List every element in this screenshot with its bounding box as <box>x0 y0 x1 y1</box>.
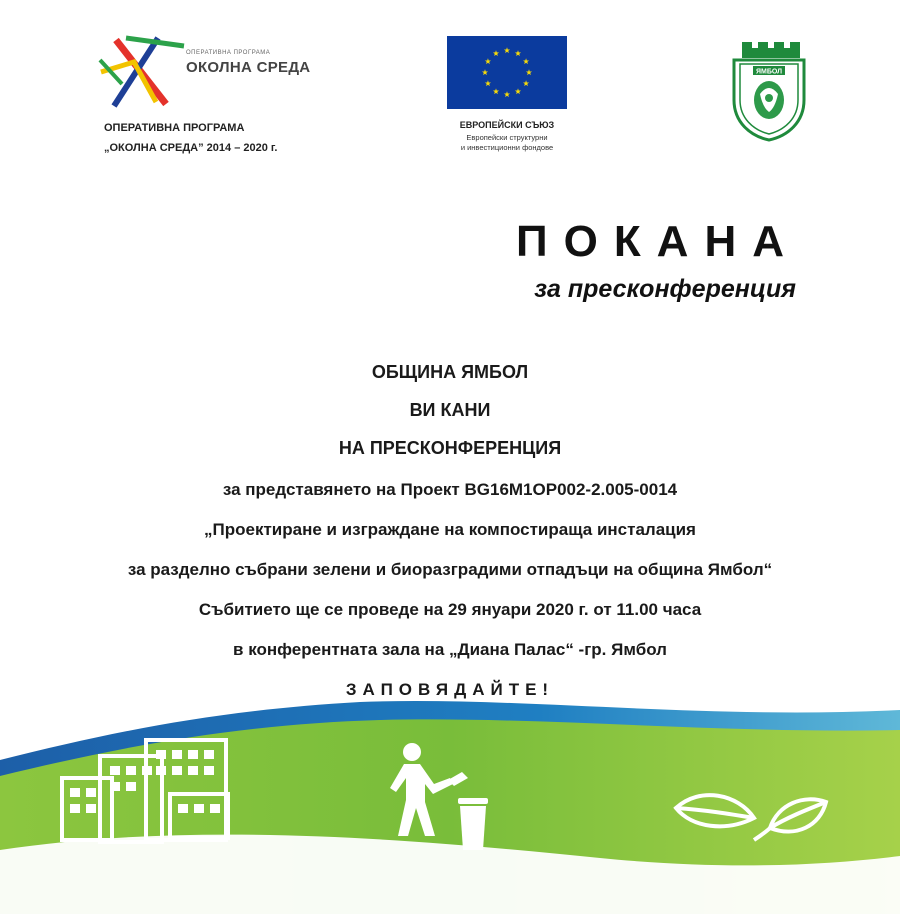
svg-text:ЯМБОЛ: ЯМБОЛ <box>755 68 783 76</box>
date-time-line: Събитието ще се проведе на 29 януари 2020 г. от 11.00 часа <box>198 600 702 619</box>
inviter-line: ОБЩИНА ЯМБОЛ <box>371 362 529 382</box>
project-title-line-2: за разделно събрани зелени и биоразградими отпадъци на община Ямбол“ <box>127 560 773 579</box>
eu-caption-text <box>447 133 567 153</box>
okolna-sreda-logo-small: ОПЕРАТИВНА ПРОГРАМА <box>186 50 271 56</box>
page-subtitle: за пресконференция <box>534 275 796 303</box>
venue-line: в конферентната зала на „Диана Палас“ -гр. Ямбол <box>233 640 667 659</box>
eu-flag-icon <box>447 36 567 109</box>
welcome-line: ЗАПОВЯДАЙТЕ! <box>345 680 555 699</box>
eu-caption-line-1: Европейски структурни <box>466 133 548 142</box>
project-title-line-1: „Проектиране и изграждане на компостираща инсталация <box>204 520 696 539</box>
yambol-crest-icon <box>728 38 810 142</box>
invites-line: ВИ КАНИ <box>409 400 491 420</box>
footer-band <box>0 690 900 914</box>
okolna-sreda-caption-1: ОПЕРАТИВНА ПРОГРАМА <box>104 122 245 134</box>
okolna-sreda-logo <box>96 32 316 112</box>
event-type-line: НА ПРЕСКОНФЕРЕНЦИЯ <box>338 438 562 458</box>
okolna-sreda-x-icon <box>96 32 186 112</box>
okolna-sreda-logo-title: ОКОЛНА СРЕДА <box>186 59 311 76</box>
eu-caption-title: ЕВРОПЕЙСКИ СЪЮЗ <box>459 120 555 130</box>
eu-caption-line-2: и инвестиционни фондове <box>460 143 554 152</box>
page-title: ПОКАНА <box>515 217 800 266</box>
project-line: за представянето на Проект BG16M1OP002-2.005-0014 <box>222 480 678 499</box>
okolna-sreda-caption-2: „ОКОЛНА СРЕДА” 2014 – 2020 г. <box>104 142 278 154</box>
